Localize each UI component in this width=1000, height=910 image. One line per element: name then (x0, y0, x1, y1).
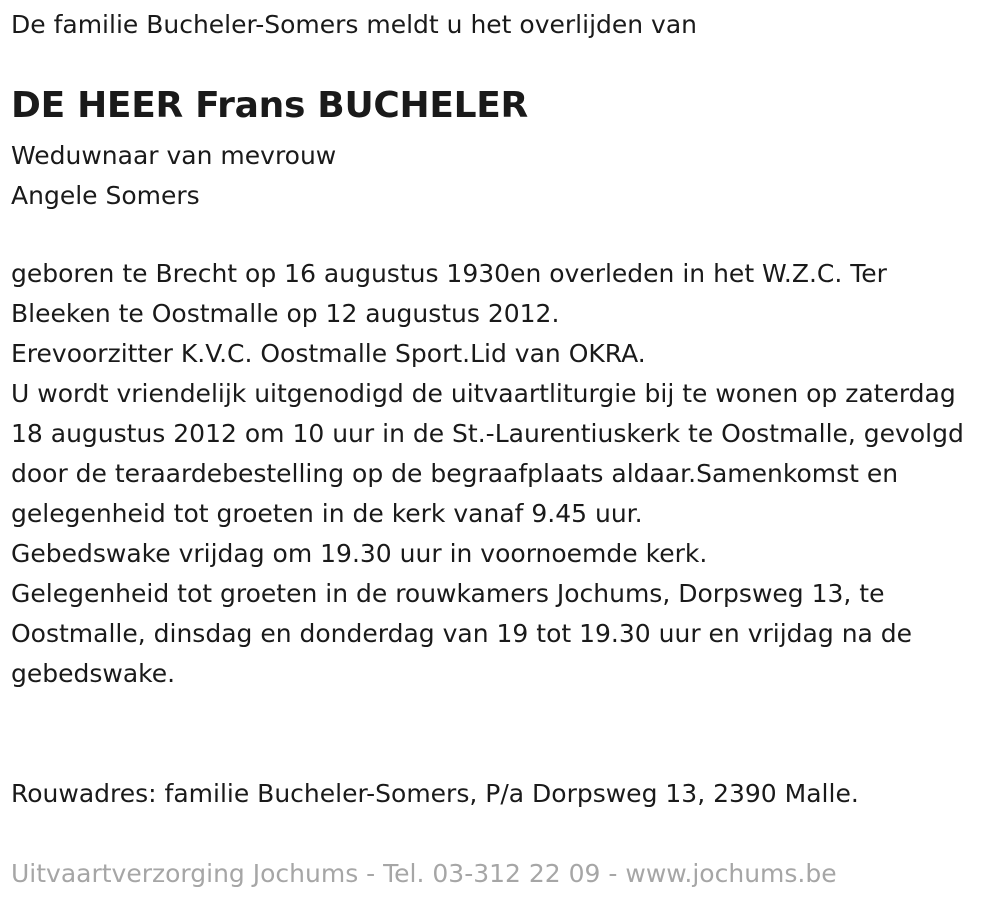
intro-text: De familie Bucheler-Somers meldt u het overlijden van (11, 10, 698, 39)
funeral-paragraph: U wordt vriendelijk uitgenodigd de uitvaartliturgie bij te wonen op zaterdag 18 augustus 2012 om 10 uur in de St.-Laurentiuskerk te Oostmalle, gevolgd door de teraardebestelling op de begraafplaats aldaar.Samenkomst en gelegenheid tot groeten in de kerk vanaf 9.45 uur. (11, 379, 964, 528)
visitation-paragraph: Gelegenheid tot groeten in de rouwkamers Jochums, Dorpsweg 13, te Oostmalle, dinsdag en donderdag van 19 tot 19.30 uur en vrijdag na de gebedswake. (11, 579, 913, 688)
membership-paragraph: Erevoorzitter K.V.C. Oostmalle Sport.Lid van OKRA. (11, 339, 646, 368)
deceased-name: DE HEER Frans BUCHELER (11, 85, 528, 126)
prayer-vigil-paragraph: Gebedswake vrijdag om 19.30 uur in voornoemde kerk. (11, 539, 708, 568)
birth-death-paragraph: geboren te Brecht op 16 augustus 1930en overleden in het W.Z.C. Ter Bleeken te Oostmalle op 12 augustus 2012. (11, 259, 887, 328)
funeral-home-footer: Uitvaartverzorging Jochums - Tel. 03-312 22 09 - www.jochums.be (11, 859, 837, 888)
spouse-line-2: Angele Somers (11, 181, 200, 210)
mourning-address: Rouwadres: familie Bucheler-Somers, P/a Dorpsweg 13, 2390 Malle. (11, 779, 859, 808)
spouse-line-1: Weduwnaar van mevrouw (11, 141, 337, 170)
notice-body (11, 254, 986, 694)
spouse-info (11, 136, 336, 216)
